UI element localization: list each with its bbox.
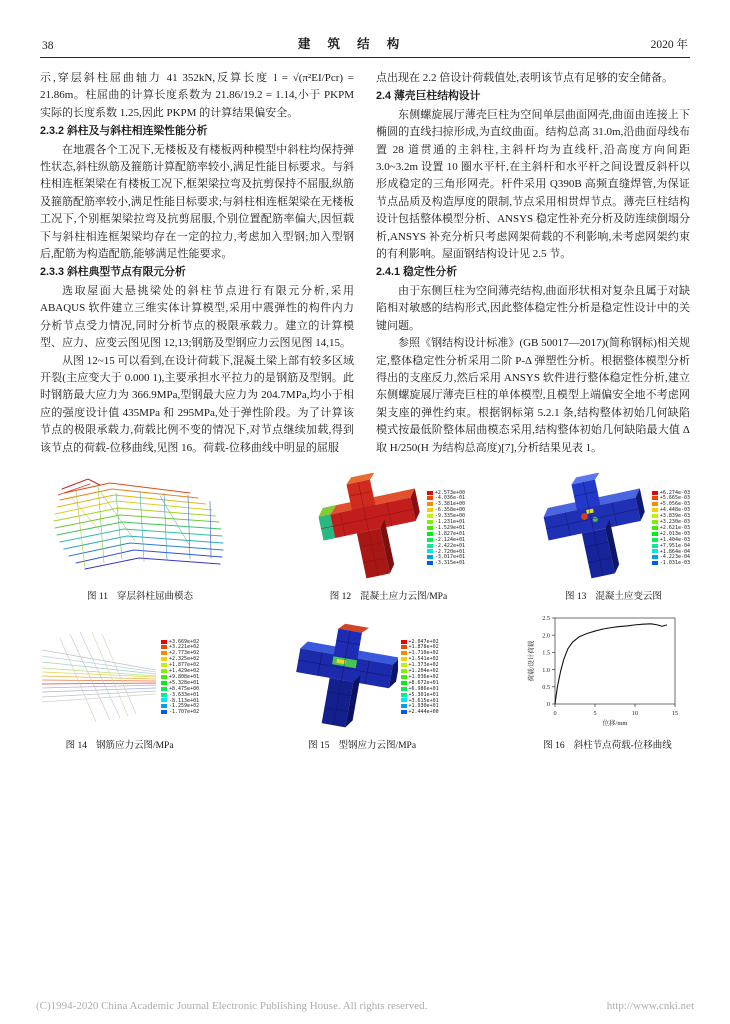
legend-value: -1.707e+02 [169, 709, 200, 716]
legend-value: +2.573e+00 [434, 489, 465, 496]
legend-value: -4.223e-04 [659, 554, 690, 561]
concrete-stress-contour-image [312, 473, 424, 583]
legend-color-swatch [401, 651, 407, 655]
legend-value: +2.773e+02 [169, 650, 200, 657]
legend-value: -1.031e-03 [659, 560, 690, 567]
legend-color-swatch [401, 704, 407, 708]
legend-value: +3.230e-03 [659, 519, 690, 526]
legend-value: +3.615e+01 [408, 697, 439, 704]
figure-row-1 [40, 471, 690, 602]
legend-value: +5.301e+01 [408, 691, 439, 698]
legend-color-swatch [161, 645, 167, 649]
legend-color-swatch [161, 640, 167, 644]
legend-color-swatch [652, 532, 658, 536]
legend-color-swatch [652, 491, 658, 495]
legend-color-swatch [161, 657, 167, 661]
legend-value: +1.036e+02 [408, 673, 439, 680]
svg-text:2.0: 2.0 [542, 632, 550, 640]
concrete-strain-contour-image [537, 473, 649, 583]
figure-14 [40, 622, 199, 751]
legend-value: -3.633e+01 [169, 691, 200, 698]
svg-text:0: 0 [553, 709, 557, 717]
legend-value: +3.221e+02 [169, 644, 200, 651]
page-header [40, 34, 690, 57]
legend-value: +5.056e-03 [659, 501, 690, 508]
legend-color-swatch [652, 555, 658, 559]
figures-area [40, 471, 690, 751]
figure-13 [537, 473, 690, 602]
left-column [40, 70, 354, 457]
legend-color-swatch [401, 645, 407, 649]
legend-color-swatch [427, 526, 433, 530]
paragraph-buckling: 示,穿层斜柱屈曲轴力 41 352kN,反算长度 l = √(π²EI/Pcr) = 21.86m。柱屈曲的计算长度系数为 21.86/19.2 = 1.14,小于 PKPM 实际的长度系数 1.25,因此 PKPM 的计算结果偏安全。 [40, 72, 354, 119]
legend-value: -6.358e+00 [434, 507, 465, 514]
legend-value: -9.335e+00 [434, 513, 465, 520]
legend-value: +1.877e+02 [169, 662, 200, 669]
legend-value: -2.422e+01 [434, 542, 465, 549]
legend-color-swatch [401, 675, 407, 679]
legend-value: -2.124e+01 [434, 536, 465, 543]
legend-color-swatch [401, 663, 407, 667]
legend-color-swatch [161, 704, 167, 708]
legend-color-swatch [652, 538, 658, 542]
legend-color-swatch [401, 669, 407, 673]
legend-value: +5.328e+01 [169, 679, 200, 686]
figure-15-caption: 图 15 型钢应力云图/MPa [308, 740, 417, 751]
legend-value: +2.444e+00 [408, 709, 439, 716]
section-heading-2-4-1: 2.4.1 稳定性分析 [376, 266, 457, 279]
legend-value: -3.381e+00 [434, 501, 465, 508]
legend-color-swatch [652, 514, 658, 518]
figure-12-caption: 图 12 混凝土应力云图/MPa [329, 591, 448, 602]
legend-color-swatch [401, 640, 407, 644]
legend-color-swatch [427, 491, 433, 495]
legend-color-swatch [161, 663, 167, 667]
legend-value: +7.951e-04 [659, 542, 690, 549]
svg-text:15: 15 [671, 709, 679, 717]
legend-value: +2.325e+02 [169, 656, 200, 663]
legend-value: +3.839e-03 [659, 513, 690, 520]
legend-value: +3.669e+02 [169, 638, 200, 645]
rebar-stress-contour-image [40, 622, 158, 732]
legend-value: +6.274e-03 [659, 489, 690, 496]
legend-color-swatch [161, 693, 167, 697]
legend-value: +4.448e-03 [659, 507, 690, 514]
legend-color-swatch [427, 549, 433, 553]
legend-color-swatch [427, 544, 433, 548]
svg-text:位移/mm: 位移/mm [602, 719, 628, 727]
figure-12 [312, 473, 465, 602]
legend-value: +8.475e+00 [169, 685, 200, 692]
buckling-mode-image [40, 471, 240, 583]
legend-color-swatch [427, 496, 433, 500]
legend-color-swatch [427, 555, 433, 559]
publisher-url: http://www.cnki.net [606, 1000, 694, 1012]
paragraph-results: 从图 12~15 可以看到,在设计荷载下,混凝土梁上部有较多区域开裂(主应变大于 0.000 1),主要承担水平拉力的是钢筋及型钢。此时钢筋最大应力为 366.9MPa,型钢最大应力为 204.7MPa,均小于相应的强度设计值 435MPa 和 295MPa,处于弹性阶段。为了计算该节点的极限承载力,荷载比例不变的情况下,对节点继续加载,得到该节点的荷载-位移曲线,见图 16。荷载-位移曲线中明显的屈服 [40, 354, 354, 454]
figure-12-color-legend [427, 490, 465, 567]
legend-color-swatch [161, 669, 167, 673]
right-column [376, 70, 690, 457]
legend-color-swatch [401, 657, 407, 661]
legend-color-swatch [161, 681, 167, 685]
legend-color-swatch [161, 675, 167, 679]
legend-color-swatch [652, 544, 658, 548]
legend-value: -1.827e+01 [434, 530, 465, 537]
figure-row-2 [40, 610, 690, 751]
load-displacement-chart [525, 610, 690, 732]
legend-value: -4.036e-01 [434, 495, 465, 502]
svg-text:10: 10 [631, 709, 639, 717]
legend-value: -3.017e+01 [434, 554, 465, 561]
paragraph-stability-method: 参照《钢结构设计标准》(GB 50017—2017)(简称钢标)相关规定,整体稳定性分析采用二阶 P-Δ 弹塑性分析。根据整体模型分析得出的支座反力,然后采用 ANSYS 软件进行整体稳定性分析,建立东侧螺旋展厅薄壳巨柱的单体模型,且模型上端偏安全地不考虑网架支座的弹性约束。根据钢标第 5.2.1 条,结构整体初始几何缺陷模式按最低阶整体屈曲模态采用,结构整体初始几何缺陷最大值 Δ 取 H/250(H 为结构总高度)[7],分析结果见表 1。 [376, 337, 690, 454]
section-heading-2-3-3: 2.3.3 斜柱典型节点有限元分析 [40, 266, 186, 279]
paragraph-yield: 点出现在 2.2 倍设计荷载值处,表明该节点有足够的安全储备。 [376, 72, 673, 84]
load-displacement-chart-container [525, 610, 690, 732]
legend-value: +2.621e-03 [659, 524, 690, 531]
legend-color-swatch [652, 502, 658, 506]
legend-value: +1.429e+02 [169, 668, 200, 675]
legend-color-swatch [427, 502, 433, 506]
legend-value: +2.013e-03 [659, 530, 690, 537]
legend-color-swatch [652, 526, 658, 530]
legend-value: -1.231e+01 [434, 519, 465, 526]
legend-color-swatch [401, 693, 407, 697]
legend-value: +1.404e-03 [659, 536, 690, 543]
legend-value: +5.665e-03 [659, 495, 690, 502]
legend-color-swatch [401, 687, 407, 691]
svg-text:2.5: 2.5 [542, 615, 550, 623]
figure-16-caption: 图 16 斜柱节点荷载-位移曲线 [543, 740, 672, 751]
figure-11 [40, 471, 240, 602]
legend-value: +8.672e+01 [408, 679, 439, 686]
legend-entry [427, 560, 465, 566]
legend-color-swatch [652, 508, 658, 512]
figure-16 [525, 610, 690, 751]
legend-value: +1.541e+02 [408, 656, 439, 663]
legend-value: +2.047e+02 [408, 638, 439, 645]
svg-text:1.5: 1.5 [542, 649, 550, 657]
legend-color-swatch [161, 687, 167, 691]
legend-value: -2.720e+01 [434, 548, 465, 555]
figure-14-color-legend [161, 639, 199, 716]
section-heading-2-4: 2.4 薄壳巨柱结构设计 [376, 90, 481, 103]
legend-color-swatch [401, 698, 407, 702]
legend-color-swatch [652, 520, 658, 524]
article-body [40, 70, 690, 457]
svg-text:1.0: 1.0 [542, 666, 550, 674]
legend-value: +6.986e+01 [408, 685, 439, 692]
figure-11-caption: 图 11 穿层斜柱屈曲模态 [86, 591, 194, 602]
legend-value: +1.864e-04 [659, 548, 690, 555]
legend-value: +1.204e+02 [408, 668, 439, 675]
legend-value: -8.113e+01 [169, 697, 200, 704]
legend-color-swatch [427, 514, 433, 518]
legend-value: +9.808e+01 [169, 673, 200, 680]
legend-color-swatch [161, 698, 167, 702]
copyright-notice: (C)1994-2020 China Academic Journal Electronic Publishing House. All rights reserved. [36, 1000, 428, 1012]
legend-entry [401, 709, 439, 715]
legend-entry [652, 560, 690, 566]
figure-13-color-legend [652, 490, 690, 567]
page-footer [36, 1000, 694, 1012]
figure-15 [286, 622, 439, 751]
legend-value: +1.878e+02 [408, 644, 439, 651]
paragraph-stability-intro: 由于东侧巨柱为空间薄壳结构,曲面形状相对复杂且属于对缺陷相对敏感的结构形式,因此整体稳定性分析是稳定性设计中的关键问题。 [376, 284, 690, 332]
legend-entry [161, 709, 199, 715]
figure-15-color-legend [401, 639, 439, 716]
legend-color-swatch [652, 561, 658, 565]
legend-color-swatch [401, 710, 407, 714]
figure-14-caption: 图 14 钢筋应力云图/MPa [65, 740, 174, 751]
svg-text:荷载/设计荷载: 荷载/设计荷载 [528, 640, 535, 682]
legend-value: +1.930e+01 [408, 703, 439, 710]
section-heading-2-3-2: 2.3.2 斜柱及与斜柱相连梁性能分析 [40, 125, 208, 138]
legend-color-swatch [161, 710, 167, 714]
page-number: 38 [42, 40, 54, 52]
steel-stress-contour-image [286, 622, 398, 732]
legend-value: +1.710e+02 [408, 650, 439, 657]
legend-color-swatch [427, 520, 433, 524]
legend-value: +1.373e+02 [408, 662, 439, 669]
legend-value: -1.259e+02 [169, 703, 200, 710]
svg-text:0: 0 [546, 701, 550, 709]
figure-13-caption: 图 13 混凝土应变云图 [564, 591, 662, 602]
svg-text:0.5: 0.5 [542, 683, 550, 691]
publication-year: 2020 年 [650, 39, 688, 51]
paragraph-fem: 选取屋面大悬挑梁处的斜柱节点进行有限元分析,采用 ABAQUS 软件建立三维实体计算模型,采用中震弹性的构件内力分析节点受力情况,同时分析节点的极限承载力。建立的计算模型、应力、应变云图见图 12,13;钢筋及型钢应力云图见图 14,15。 [40, 284, 354, 350]
legend-color-swatch [427, 561, 433, 565]
paragraph-shell: 东侧螺旋展厅薄壳巨柱为空间单层曲面网壳,曲面由连接上下椭圆的直线扫掠形成,为直纹曲面。结构总高 31.0m,沿曲面母线布置 28 道贯通的主斜柱,主斜杆均为直线杆,沿高度方向间距 3.0~3.2m 设置 10 圈水平杆,在主斜杆和水平杆之间设置反斜杆以形成稳定的三角形网壳。杆件采用 Q390B 高频直缝焊管,为保证节点品质及构造厚度的限制,节点采用相贯焊节点。薄壳巨柱结构设计包括整体模型分析、ANSYS 稳定性补充分析及防连续倒塌分析,ANSYS 补充分析只考虑网架荷载的不利影响,未考虑网架约束的有利影响。屋面钢结构设计见 2.5 节。 [376, 108, 690, 261]
legend-color-swatch [652, 496, 658, 500]
legend-color-swatch [427, 508, 433, 512]
svg-text:5: 5 [593, 709, 597, 717]
legend-color-swatch [401, 681, 407, 685]
paragraph-performance: 在地震各个工况下,无楼板及有楼板两种模型中斜柱均保持弹性状态,斜柱纵筋及箍筋计算配筋率较小,满足性能目标要求。与斜柱相连框架梁在有楼板工况下,框架梁拉弯及抗剪保持不屈服,纵筋及箍筋配筋率较小,满足性能目标要求;与斜柱相连框架梁在无楼板工况下,个别框架梁拉弯及抗剪屈服,个别位置配筋率偏大,因恒载下与斜柱相连框架梁均存在一定的拉力,考虑加入型钢;加入型钢后,配筋为构造配筋,能够满足性能要求。 [40, 143, 354, 261]
legend-value: -1.529e+01 [434, 524, 465, 531]
legend-color-swatch [161, 651, 167, 655]
legend-color-swatch [652, 549, 658, 553]
legend-color-swatch [427, 532, 433, 536]
legend-color-swatch [427, 538, 433, 542]
header-divider [40, 57, 690, 58]
journal-title: 建 筑 结 构 [297, 37, 407, 51]
legend-value: -3.315e+01 [434, 560, 465, 567]
